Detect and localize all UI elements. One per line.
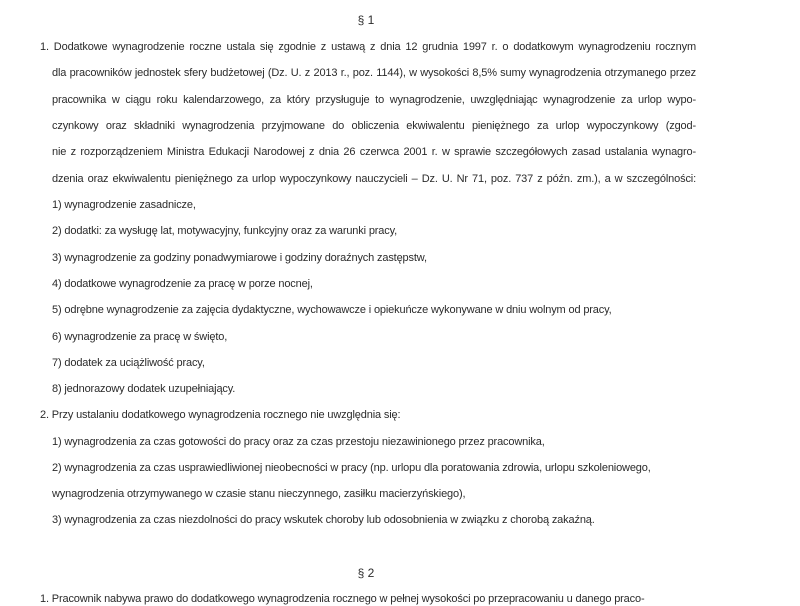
- list-item: 2) dodatki: za wysługę lat, motywacyjny, funkcyjny oraz za warunki pracy,: [52, 225, 398, 237]
- list-item: 1) wynagrodzenia za czas gotowości do pracy oraz za czas przestoju niezawinionego przez pracownika,: [52, 436, 545, 448]
- paragraph-1-line-5: nie z rozporządzeniem Ministra Edukacji Narodowej z dnia 26 czerwca 2001 r. w sprawie szczegółowych zasad ustalania wynagro-: [52, 146, 696, 158]
- paragraph-1-line-3: pracownika w ciągu roku kalendarzowego, za który przysługuje to wynagrodzenie, uwzględniając wynagrodzenie za urlop wypo-: [52, 94, 696, 106]
- paragraph-1-line-2: dla pracowników jednostek sfery budżetowej (Dz. U. z 2013 r., poz. 1144), w wysokości 8,5% sumy wynagrodzenia otrzymanego przez: [52, 67, 696, 79]
- paragraph-1-line-6: dzenia oraz ekwiwalentu pieniężnego za urlop wypoczynkowy nauczycieli – Dz. U. Nr 71, poz. 737 z późn. zm.), a w szczególności:: [52, 173, 696, 185]
- list-item: 7) dodatek za uciążliwość pracy,: [52, 357, 205, 369]
- section-1-heading: § 1: [357, 13, 375, 27]
- list-item: 8) jednorazowy dodatek uzupełniający.: [52, 383, 236, 395]
- list-item: 6) wynagrodzenie za pracę w święto,: [52, 331, 228, 343]
- list-item: 3) wynagrodzenie za godziny ponadwymiarowe i godziny doraźnych zastępstw,: [52, 252, 427, 264]
- list-item-continuation: wynagrodzenia otrzymywanego w czasie stanu nieczynnego, zasiłku macierzyńskiego),: [52, 488, 466, 500]
- list-item: 3) wynagrodzenia za czas niezdolności do pracy wskutek choroby lub odosobnienia w związku z chorobą zakaźną.: [52, 514, 595, 526]
- section-2-heading: § 2: [357, 566, 375, 580]
- list-item: 4) dodatkowe wynagrodzenie za pracę w porze nocnej,: [52, 278, 313, 290]
- paragraph-1-line-1: 1. Dodatkowe wynagrodzenie roczne ustala się zgodnie z ustawą z dnia 12 grudnia 1997 r. o dodatkowym wynagrodzeniu rocznym: [40, 41, 696, 53]
- paragraph-1-line-4: czynkowy oraz składniki wynagrodzenia przyjmowane do obliczenia ekwiwalentu pieniężnego za urlop wypoczynkowy (zgod-: [52, 120, 696, 132]
- paragraph-2-intro: 2. Przy ustalaniu dodatkowego wynagrodzenia rocznego nie uwzględnia się:: [40, 409, 401, 421]
- list-item: 2) wynagrodzenia za czas usprawiedliwionej nieobecności w pracy (np. urlopu dla poratowania zdrowia, urlopu szkoleniowego,: [52, 462, 651, 474]
- list-item: 5) odrębne wynagrodzenie za zajęcia dydaktyczne, wychowawcze i opiekuńcze wykonywane w dniu wolnym od pracy,: [52, 304, 612, 316]
- section-2-partial-line: 1. Pracownik nabywa prawo do dodatkowego wynagrodzenia rocznego w pełnej wysokości po przepracowaniu u danego praco-: [40, 593, 645, 605]
- list-item: 1) wynagrodzenie zasadnicze,: [52, 199, 196, 211]
